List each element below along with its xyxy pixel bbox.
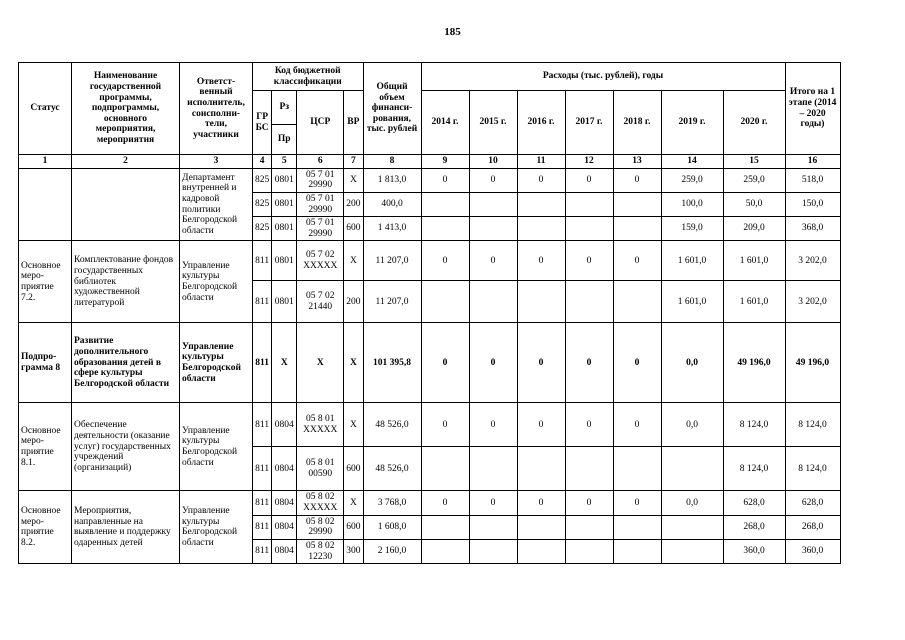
year-value-cell: 0 — [565, 403, 613, 447]
year-value-cell — [565, 192, 613, 216]
grbs-cell: 811 — [253, 281, 272, 323]
grbs-cell: 825 — [253, 192, 272, 216]
vr-cell: 200 — [344, 281, 363, 323]
header-grbs: ГР БС — [253, 91, 272, 155]
year-value-cell: 0 — [565, 323, 613, 403]
year-value-cell: 0,0 — [661, 403, 723, 447]
responsible-cell: Управление культуры Белгородской области — [180, 323, 253, 403]
status-cell: Основное меро-приятие 7.2. — [19, 241, 72, 323]
csr-cell: 05 7 01 29990 — [297, 217, 344, 241]
stage-total-cell: 628,0 — [785, 491, 840, 515]
csr-cell: 05 7 01 29990 — [297, 192, 344, 216]
column-number: 15 — [723, 155, 785, 169]
year-value-cell — [421, 217, 469, 241]
rzpr-cell: 0801 — [272, 217, 297, 241]
year-value-cell: 0,0 — [661, 491, 723, 515]
year-value-cell — [661, 515, 723, 539]
responsible-cell: Управление культуры Белгородской области — [180, 491, 253, 564]
rzpr-cell: 0801 — [272, 192, 297, 216]
responsible-cell: Управление культуры Белгородской области — [180, 241, 253, 323]
total-volume-cell: 400,0 — [363, 192, 421, 216]
year-value-cell: 0 — [421, 323, 469, 403]
year-value-cell: 0 — [517, 491, 565, 515]
header-csr: ЦСР — [297, 91, 344, 155]
rzpr-cell: Х — [272, 323, 297, 403]
year-value-cell: 49 196,0 — [723, 323, 785, 403]
year-value-cell: 0 — [517, 323, 565, 403]
name-cell: Обеспечение деятельности (оказание услуг) государственных учреждений (организаций) — [72, 403, 180, 491]
column-number: 13 — [613, 155, 661, 169]
column-number: 12 — [565, 155, 613, 169]
year-value-cell: 1 601,0 — [661, 281, 723, 323]
year-value-cell: 360,0 — [723, 539, 785, 563]
stage-total-cell: 268,0 — [785, 515, 840, 539]
column-number: 3 — [180, 155, 253, 169]
year-value-cell — [661, 447, 723, 491]
year-value-cell: 8 124,0 — [723, 447, 785, 491]
csr-cell: 05 8 01 00590 — [297, 447, 344, 491]
rzpr-cell: 0804 — [272, 447, 297, 491]
rzpr-cell: 0804 — [272, 491, 297, 515]
grbs-cell: 825 — [253, 168, 272, 192]
year-value-cell: 0 — [421, 403, 469, 447]
stage-total-cell: 8 124,0 — [785, 403, 840, 447]
grbs-cell: 811 — [253, 491, 272, 515]
year-value-cell: 0 — [421, 241, 469, 281]
column-number: 2 — [72, 155, 180, 169]
vr-cell: Х — [344, 491, 363, 515]
year-value-cell — [565, 217, 613, 241]
year-value-cell: 0 — [613, 403, 661, 447]
year-value-cell: 0 — [517, 168, 565, 192]
csr-cell: 05 8 02 ХХХХХ — [297, 491, 344, 515]
csr-cell: 05 7 02 ХХХХХ — [297, 241, 344, 281]
year-value-cell: 209,0 — [723, 217, 785, 241]
year-value-cell — [613, 447, 661, 491]
header-year: 2018 г. — [613, 91, 661, 155]
total-volume-cell: 1 813,0 — [363, 168, 421, 192]
header-year: 2019 г. — [661, 91, 723, 155]
grbs-cell: 811 — [253, 323, 272, 403]
vr-cell: Х — [344, 168, 363, 192]
header-year: 2015 г. — [469, 91, 517, 155]
year-value-cell: 0 — [421, 168, 469, 192]
year-value-cell: 0 — [565, 491, 613, 515]
year-value-cell — [565, 539, 613, 563]
csr-cell: 05 8 01 ХХХХХ — [297, 403, 344, 447]
year-value-cell: 0 — [613, 323, 661, 403]
vr-cell: 600 — [344, 447, 363, 491]
year-value-cell — [517, 515, 565, 539]
column-number: 9 — [421, 155, 469, 169]
csr-cell: Х — [297, 323, 344, 403]
stage-total-cell: 518,0 — [785, 168, 840, 192]
header-total-stage: Итого на 1 этапе (2014 – 2020 годы) — [785, 63, 840, 155]
rzpr-cell: 0801 — [272, 281, 297, 323]
vr-cell: 200 — [344, 192, 363, 216]
column-number: 8 — [363, 155, 421, 169]
header-name: Наименование государственной программы, подпрограммы, основного мероприятия, мероприятия — [72, 63, 180, 155]
header-budget-code: Код бюджетной классификации — [253, 63, 364, 91]
year-value-cell: 259,0 — [723, 168, 785, 192]
year-value-cell: 0 — [469, 168, 517, 192]
rzpr-cell: 0804 — [272, 539, 297, 563]
header-year: 2020 г. — [723, 91, 785, 155]
year-value-cell — [517, 539, 565, 563]
year-value-cell: 0,0 — [661, 323, 723, 403]
total-volume-cell: 11 207,0 — [363, 241, 421, 281]
responsible-cell: Департамент внутренней и кадровой политики Белгородской области — [180, 168, 253, 241]
year-value-cell: 268,0 — [723, 515, 785, 539]
status-cell: Подпро-грамма 8 — [19, 323, 72, 403]
grbs-cell: 811 — [253, 447, 272, 491]
grbs-cell: 811 — [253, 403, 272, 447]
status-cell: Основное меро-приятие 8.2. — [19, 491, 72, 564]
year-value-cell: 0 — [421, 491, 469, 515]
year-value-cell: 1 601,0 — [723, 281, 785, 323]
header-total-volume: Общий объем финанси-рования, тыс. рублей — [363, 63, 421, 155]
year-value-cell — [469, 447, 517, 491]
csr-cell: 05 7 02 21440 — [297, 281, 344, 323]
year-value-cell: 628,0 — [723, 491, 785, 515]
header-vr: ВР — [344, 91, 363, 155]
stage-total-cell: 49 196,0 — [785, 323, 840, 403]
vr-cell: Х — [344, 403, 363, 447]
column-number: 11 — [517, 155, 565, 169]
year-value-cell: 1 601,0 — [723, 241, 785, 281]
year-value-cell: 8 124,0 — [723, 403, 785, 447]
rzpr-cell: 0801 — [272, 241, 297, 281]
table-row — [19, 403, 841, 447]
name-cell: Мероприятия, направленные на выявление и поддержку одаренных детей — [72, 491, 180, 564]
column-number: 10 — [469, 155, 517, 169]
total-volume-cell: 2 160,0 — [363, 539, 421, 563]
year-value-cell — [421, 539, 469, 563]
status-cell — [19, 168, 72, 241]
year-value-cell — [517, 447, 565, 491]
column-number: 1 — [19, 155, 72, 169]
stage-total-cell: 368,0 — [785, 217, 840, 241]
column-number: 7 — [344, 155, 363, 169]
year-value-cell — [565, 447, 613, 491]
year-value-cell: 0 — [517, 241, 565, 281]
table-row — [19, 241, 841, 281]
header-responsible: Ответст-венный исполнитель, соисполни-тели, участники — [180, 63, 253, 155]
year-value-cell: 0 — [469, 323, 517, 403]
header-status: Статус — [19, 63, 72, 155]
table-header — [19, 63, 841, 169]
total-volume-cell: 3 768,0 — [363, 491, 421, 515]
year-value-cell — [421, 281, 469, 323]
vr-cell: Х — [344, 241, 363, 281]
table-row — [19, 323, 841, 403]
vr-cell: 600 — [344, 217, 363, 241]
grbs-cell: 811 — [253, 539, 272, 563]
year-value-cell — [469, 281, 517, 323]
year-value-cell — [613, 539, 661, 563]
header-year: 2017 г. — [565, 91, 613, 155]
stage-total-cell: 3 202,0 — [785, 281, 840, 323]
year-value-cell — [421, 192, 469, 216]
grbs-cell: 825 — [253, 217, 272, 241]
total-volume-cell: 48 526,0 — [363, 447, 421, 491]
vr-cell: 600 — [344, 515, 363, 539]
column-number: 5 — [272, 155, 297, 169]
table-row — [19, 491, 841, 515]
name-cell: Развитие дополнительного образования детей в сфере культуры Белгородской области — [72, 323, 180, 403]
year-value-cell: 0 — [469, 403, 517, 447]
year-value-cell — [469, 539, 517, 563]
stage-total-cell: 360,0 — [785, 539, 840, 563]
year-value-cell — [565, 515, 613, 539]
name-cell: Комплектование фондов государственных библиотек художественной литературой — [72, 241, 180, 323]
year-value-cell — [613, 281, 661, 323]
year-value-cell — [613, 192, 661, 216]
total-volume-cell: 1 413,0 — [363, 217, 421, 241]
year-value-cell: 1 601,0 — [661, 241, 723, 281]
year-value-cell — [421, 447, 469, 491]
year-value-cell — [469, 217, 517, 241]
year-value-cell: 0 — [469, 241, 517, 281]
year-value-cell — [613, 217, 661, 241]
vr-cell: Х — [344, 323, 363, 403]
csr-cell: 05 8 02 29990 — [297, 515, 344, 539]
year-value-cell — [469, 515, 517, 539]
year-value-cell — [517, 217, 565, 241]
column-number: 14 — [661, 155, 723, 169]
column-numbers-row — [19, 155, 841, 169]
total-volume-cell: 11 207,0 — [363, 281, 421, 323]
column-number: 4 — [253, 155, 272, 169]
stage-total-cell: 8 124,0 — [785, 447, 840, 491]
rzpr-cell: 0801 — [272, 168, 297, 192]
page-number: 185 — [444, 26, 461, 38]
year-value-cell — [469, 192, 517, 216]
rzpr-cell: 0804 — [272, 515, 297, 539]
year-value-cell: 0 — [613, 168, 661, 192]
year-value-cell: 0 — [517, 403, 565, 447]
year-value-cell: 259,0 — [661, 168, 723, 192]
budget-table — [18, 62, 841, 564]
stage-total-cell: 3 202,0 — [785, 241, 840, 281]
vr-cell: 300 — [344, 539, 363, 563]
csr-cell: 05 8 02 12230 — [297, 539, 344, 563]
table-body — [19, 168, 841, 564]
header-year: 2016 г. — [517, 91, 565, 155]
year-value-cell: 0 — [613, 241, 661, 281]
year-value-cell: 159,0 — [661, 217, 723, 241]
year-value-cell: 0 — [469, 491, 517, 515]
year-value-cell: 0 — [613, 491, 661, 515]
total-volume-cell: 48 526,0 — [363, 403, 421, 447]
year-value-cell: 0 — [565, 241, 613, 281]
year-value-cell — [661, 539, 723, 563]
total-volume-cell: 101 395,8 — [363, 323, 421, 403]
header-pr: Пр — [272, 125, 297, 155]
year-value-cell — [613, 515, 661, 539]
grbs-cell: 811 — [253, 241, 272, 281]
grbs-cell: 811 — [253, 515, 272, 539]
header-expenses: Расходы (тыс. рублей), годы — [421, 63, 785, 91]
status-cell: Основное меро-приятие 8.1. — [19, 403, 72, 491]
year-value-cell — [565, 281, 613, 323]
year-value-cell — [421, 515, 469, 539]
csr-cell: 05 7 01 29990 — [297, 168, 344, 192]
header-rz: Рз — [272, 91, 297, 125]
header-year: 2014 г. — [421, 91, 469, 155]
year-value-cell: 0 — [565, 168, 613, 192]
name-cell — [72, 168, 180, 241]
column-number: 6 — [297, 155, 344, 169]
year-value-cell: 100,0 — [661, 192, 723, 216]
rzpr-cell: 0804 — [272, 403, 297, 447]
stage-total-cell: 150,0 — [785, 192, 840, 216]
year-value-cell: 50,0 — [723, 192, 785, 216]
table-row — [19, 168, 841, 192]
year-value-cell — [517, 281, 565, 323]
column-number: 16 — [785, 155, 840, 169]
responsible-cell: Управление культуры Белгородской области — [180, 403, 253, 491]
year-value-cell — [517, 192, 565, 216]
total-volume-cell: 1 608,0 — [363, 515, 421, 539]
